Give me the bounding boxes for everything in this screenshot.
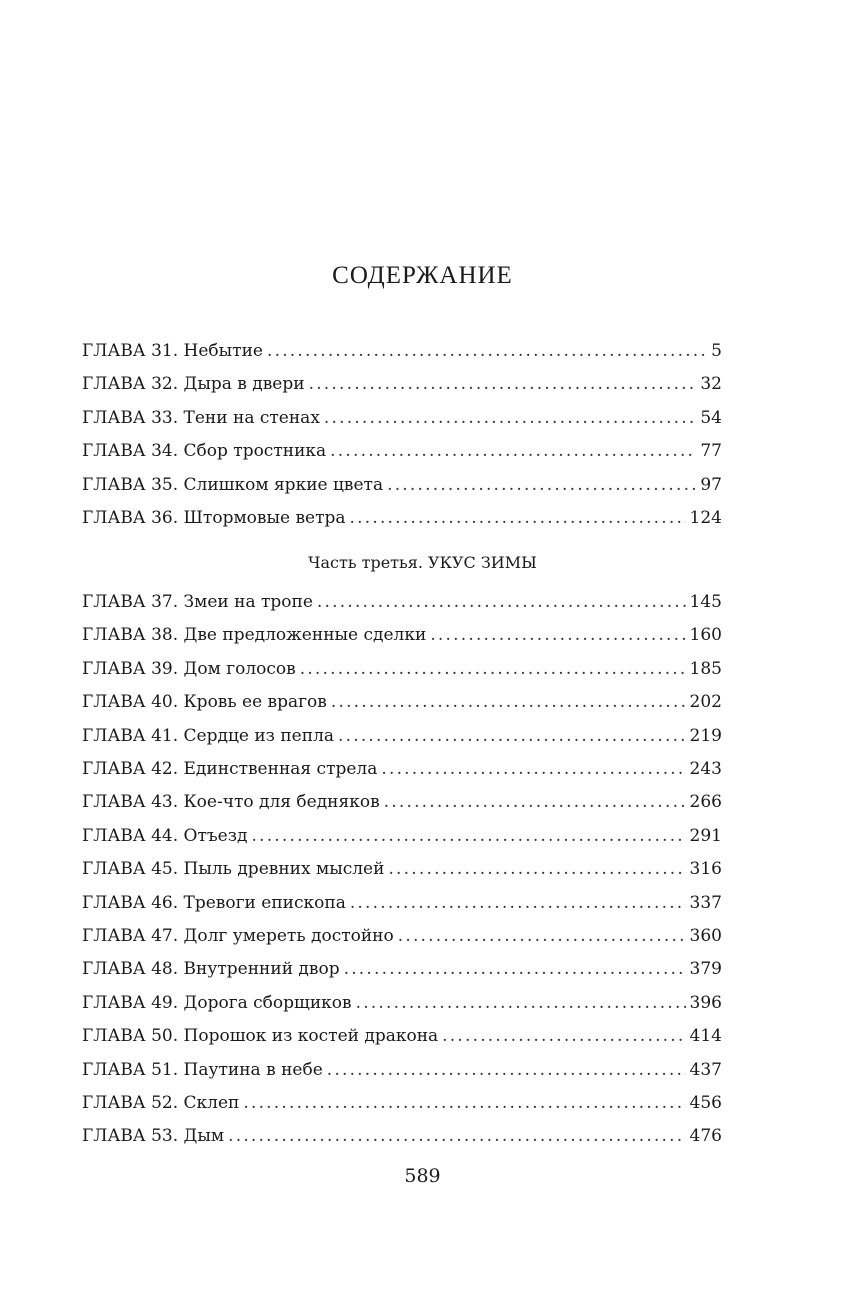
toc-entry[interactable] xyxy=(82,756,722,782)
toc-entry-page: 291 xyxy=(689,826,722,846)
toc-entry[interactable] xyxy=(82,1090,722,1116)
leader-dots xyxy=(398,923,686,949)
leader-dots xyxy=(243,1090,685,1116)
toc-entry-label: ГЛАВА 42. Единственная стрела xyxy=(82,759,378,779)
toc-entry-page: 266 xyxy=(689,792,722,812)
toc-entry[interactable] xyxy=(82,622,722,648)
toc-entry-label: ГЛАВА 51. Паутина в небе xyxy=(82,1060,323,1080)
toc-entry[interactable] xyxy=(82,823,722,849)
toc-entry-page: 316 xyxy=(689,859,722,879)
toc-entry-page: 437 xyxy=(689,1060,722,1080)
toc-entry-page: 185 xyxy=(689,659,722,679)
toc-entry-label: ГЛАВА 31. Небытие xyxy=(82,341,263,361)
leader-dots xyxy=(267,338,707,364)
toc-entry-label: ГЛАВА 50. Порошок из костей дракона xyxy=(82,1026,439,1046)
leader-dots xyxy=(381,756,685,782)
leader-dots xyxy=(442,1023,685,1049)
toc-entry-page: 32 xyxy=(700,374,722,394)
toc-entry-label: ГЛАВА 52. Склеп xyxy=(82,1093,240,1113)
toc-entry-page: 5 xyxy=(711,341,722,361)
toc-entry[interactable] xyxy=(82,338,722,364)
toc-entry-label: ГЛАВА 36. Штормовые ветра xyxy=(82,508,346,528)
toc-entry-page: 379 xyxy=(689,959,722,979)
leader-dots xyxy=(430,622,685,648)
leader-dots xyxy=(387,472,696,498)
toc-entry-label: ГЛАВА 38. Две предложенные сделки xyxy=(82,625,427,645)
toc-entry-page: 360 xyxy=(689,926,722,946)
leader-dots xyxy=(344,956,686,982)
toc-entry[interactable] xyxy=(82,656,722,682)
toc-entry-label: ГЛАВА 37. Змеи на тропе xyxy=(82,592,313,612)
toc-entry-page: 337 xyxy=(689,893,722,913)
leader-dots xyxy=(317,589,686,615)
toc-entry[interactable] xyxy=(82,505,722,531)
leader-dots xyxy=(324,405,696,431)
toc-entry[interactable] xyxy=(82,371,722,397)
leader-dots xyxy=(384,789,686,815)
toc-entry[interactable] xyxy=(82,856,722,882)
toc-entry[interactable] xyxy=(82,723,722,749)
toc-entry-label: ГЛАВА 43. Кое-что для бедняков xyxy=(82,792,380,812)
leader-dots xyxy=(330,438,696,464)
leader-dots xyxy=(388,856,685,882)
toc-entry-label: ГЛАВА 46. Тревоги епископа xyxy=(82,893,346,913)
toc-entry[interactable] xyxy=(82,1023,722,1049)
toc-entry[interactable] xyxy=(82,890,722,916)
toc-entry-label: ГЛАВА 40. Кровь ее врагов xyxy=(82,692,327,712)
toc-entry[interactable] xyxy=(82,472,722,498)
toc-entry[interactable] xyxy=(82,438,722,464)
leader-dots xyxy=(300,656,686,682)
toc-entry-page: 456 xyxy=(689,1093,722,1113)
leader-dots xyxy=(338,723,686,749)
toc-entry-label: ГЛАВА 41. Сердце из пепла xyxy=(82,726,335,746)
toc-entry-label: ГЛАВА 34. Сбор тростника xyxy=(82,441,327,461)
toc-entry-label: ГЛАВА 39. Дом голосов xyxy=(82,659,296,679)
toc-entry[interactable] xyxy=(82,956,722,982)
toc-entry-label: ГЛАВА 32. Дыра в двери xyxy=(82,374,305,394)
toc-entry-label: ГЛАВА 53. Дым xyxy=(82,1126,225,1146)
toc-entry[interactable] xyxy=(82,789,722,815)
toc-entry-page: 219 xyxy=(689,726,722,746)
leader-dots xyxy=(350,505,686,531)
leader-dots xyxy=(309,371,697,397)
toc-entry[interactable] xyxy=(82,1123,722,1149)
toc-entry-label: ГЛАВА 47. Долг умереть достойно xyxy=(82,926,394,946)
part-heading: Часть третья. УКУС ЗИМЫ xyxy=(308,553,537,572)
toc-entry-page: 414 xyxy=(689,1026,722,1046)
toc-entry[interactable] xyxy=(82,589,722,615)
toc-entry-page: 243 xyxy=(689,759,722,779)
toc-entry-page: 97 xyxy=(700,475,722,495)
toc-entry-label: ГЛАВА 49. Дорога сборщиков xyxy=(82,993,352,1013)
toc-entry-label: ГЛАВА 33. Тени на стенах xyxy=(82,408,320,428)
leader-dots xyxy=(251,823,685,849)
toc-entry-page: 160 xyxy=(689,625,722,645)
leader-dots xyxy=(228,1123,685,1149)
leader-dots xyxy=(331,689,686,715)
toc-entry[interactable] xyxy=(82,405,722,431)
toc-entry-label: ГЛАВА 44. Отъезд xyxy=(82,826,248,846)
toc-entry-label: ГЛАВА 35. Слишком яркие цвета xyxy=(82,475,384,495)
toc-entry-page: 476 xyxy=(689,1126,722,1146)
toc-entry[interactable] xyxy=(82,1057,722,1083)
toc-entry-page: 396 xyxy=(689,993,722,1013)
leader-dots xyxy=(350,890,686,916)
leader-dots xyxy=(327,1057,686,1083)
toc-entry-label: ГЛАВА 45. Пыль древних мыслей xyxy=(82,859,385,879)
toc-entry-page: 54 xyxy=(700,408,722,428)
toc-entry-label: ГЛАВА 48. Внутренний двор xyxy=(82,959,340,979)
toc-entry[interactable] xyxy=(82,990,722,1016)
leader-dots xyxy=(356,990,686,1016)
toc-entry[interactable] xyxy=(82,923,722,949)
toc-entry-page: 77 xyxy=(700,441,722,461)
page-number: 589 xyxy=(404,1165,441,1187)
toc-entry-page: 124 xyxy=(689,508,722,528)
toc-entry[interactable] xyxy=(82,689,722,715)
toc-entry-page: 202 xyxy=(689,692,722,712)
page-title: СОДЕРЖАНИЕ xyxy=(332,262,513,289)
toc-entry-page: 145 xyxy=(689,592,722,612)
